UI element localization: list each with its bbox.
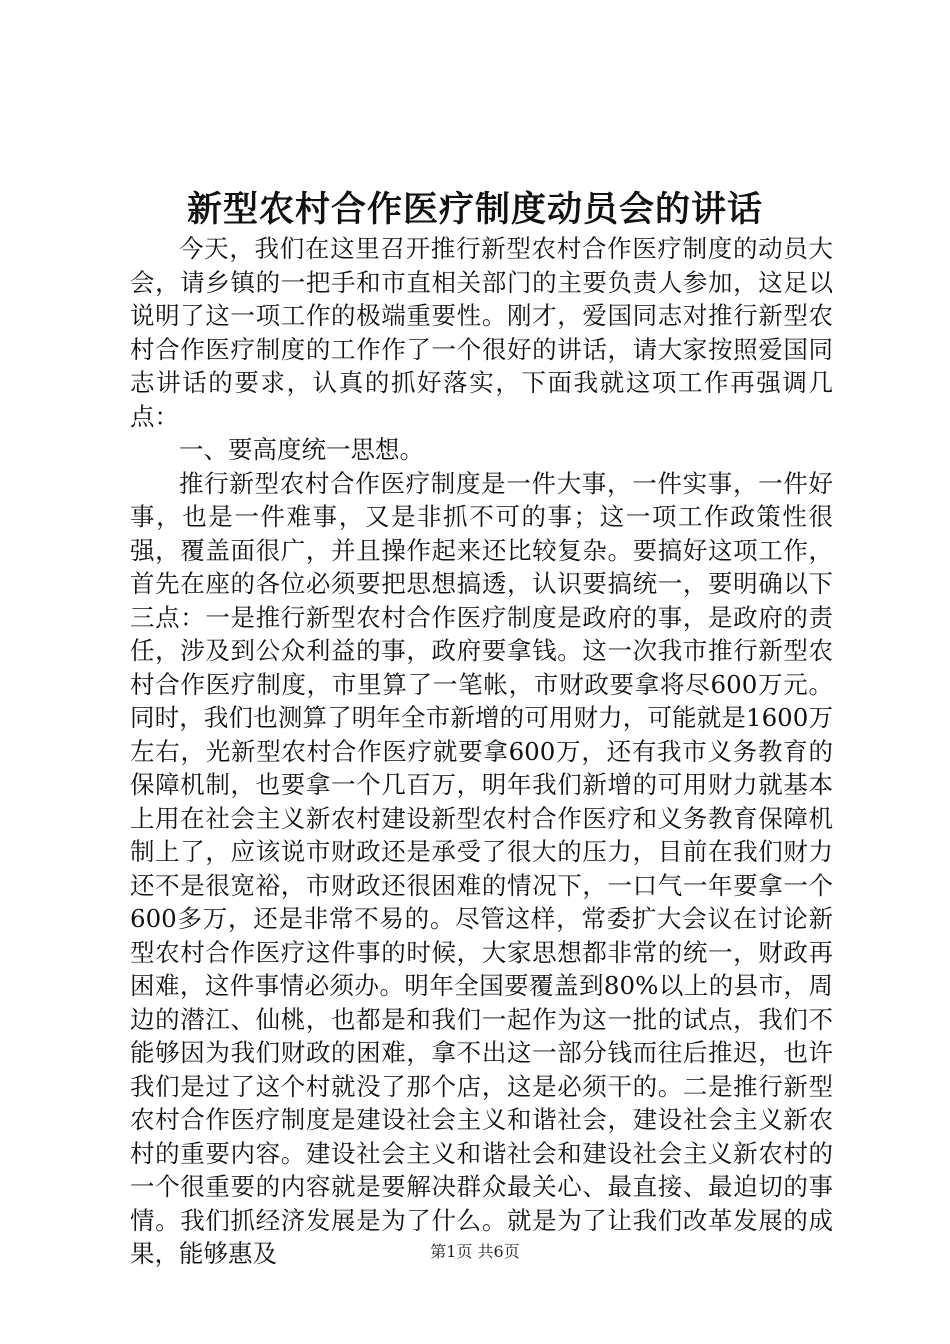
page-footer: 第1页 共6页 (430, 1242, 520, 1261)
paragraph-intro: 今天，我们在这里召开推行新型农村合作医疗制度的动员大会，请乡镇的一把手和市直相关部门的主要负责人参加，这足以说明了这一项工作的极端重要性。刚才，爱国同志对推行新型农村合作医疗制度的工作作了一个很好的讲话，请大家按照爱国同志讲话的要求，认真的抓好落实，下面我就这项工作再强调几点： (130, 234, 833, 431)
paragraph-main: 推行新型农村合作医疗制度是一件大事，一件实事，一件好事，也是一件难事，又是非抓不可的事；这一项工作政策性很强，覆盖面很广，并且操作起来还比较复杂。要搞好这项工作，首先在座的各位必须要把思想搞透，认识要搞统一，要明确以下三点：一是推行新型农村合作医疗制度是政府的事，是政府的责任，涉及到公众利益的事，政府要拿钱。这一次我市推行新型农村合作医疗制度，市里算了一笔帐，市财政要拿将尽600万元。同时，我们也测算了明年全市新增的可用财力，可能就是1600万左右，光新型农村合作医疗就要拿600万，还有我市义务教育的保障机制，也要拿一个几百万，明年我们新增的可用财力就基本上用在社会主义新农村建设新型农村合作医疗和义务教育保障机制上了，应该说市财政还是承受了很大的压力，目前在我们财力还不是很宽裕，市财政还很困难的情况下，一口气一年要拿一个600多万，还是非常不易的。尽管这样，常委扩大会议在讨论新型农村合作医疗这件事的时候，大家思想都非常的统一，财政再困难，这件事情必须办。明年全国要覆盖到80%以上的县市，周边的潜江、仙桃，也都是和我们一起作为这一批的试点，我们不能够因为我们财政的困难，拿不出这一部分钱而往后推迟，也许我们是过了这个村就没了那个店，这是必须干的。二是推行新型农村合作医疗制度是建设社会主义和谐社会，建设社会主义新农村的重要内容。建设社会主义和谐社会和建设社会主义新农村的一个很重要的内容就是要解决群众最关心、最直接、最迫切的事情。我们抓经济发展是为了什么。就是为了让我们改革发展的成果，能够惠及 (130, 468, 833, 1268)
document-title: 新型农村合作医疗制度动员会的讲话 (186, 189, 763, 230)
document-body (130, 232, 833, 1271)
paragraph-heading-one: 一、要高度统一思想。 (179, 435, 424, 464)
